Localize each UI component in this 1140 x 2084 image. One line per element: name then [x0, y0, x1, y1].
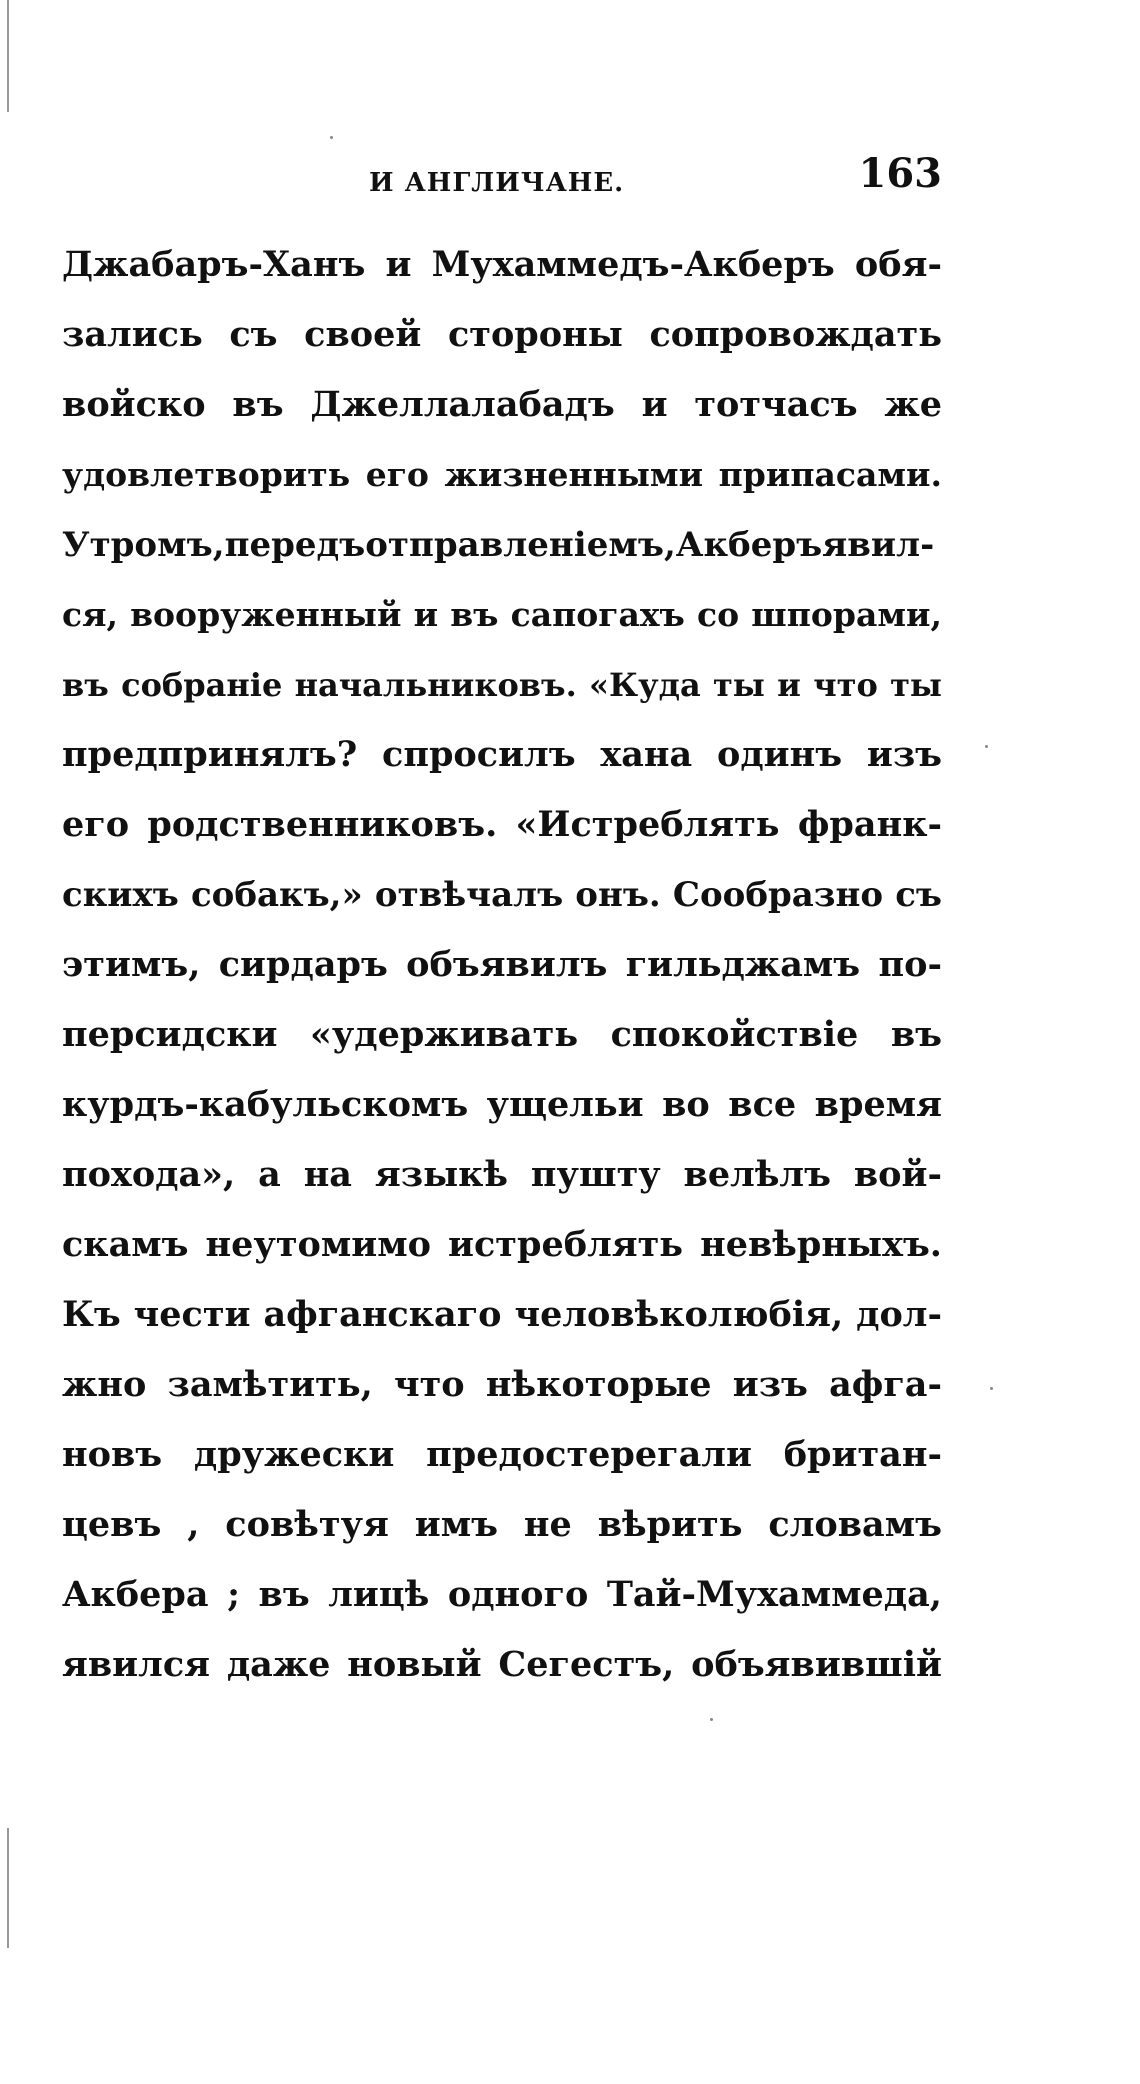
text-line: цевъ , совѣтуя имъ не вѣрить словамъ — [62, 1504, 942, 1545]
text-line: курдъ-кабульскомъ ущельи во все время — [62, 1084, 942, 1125]
page-header — [62, 150, 942, 210]
text-line: новъ дружески предостерегали британ- — [62, 1434, 942, 1475]
body-text — [62, 230, 942, 1700]
text-line: въ собраніе начальниковъ. «Куда ты и что ты — [62, 666, 942, 704]
scan-speck — [330, 136, 333, 139]
text-line: ся, вооруженный и въ сапогахъ со шпорами, — [62, 595, 942, 634]
scan-edge-line-top — [7, 0, 9, 112]
text-line: скамъ неутомимо истреблять невѣрныхъ. — [62, 1224, 942, 1265]
text-line: удовлетворить его жизненными припасами. — [62, 455, 942, 494]
text-line: явился даже новый Сегестъ, объявившій — [62, 1644, 942, 1685]
text-line: Утромъ,передъотправленіемъ,Акберъявил- — [62, 525, 935, 565]
text-line: Джабаръ-Ханъ и Мухаммедъ-Акберъ обя- — [62, 244, 942, 285]
text-line: его родственниковъ. «Истреблять франк- — [62, 804, 942, 845]
scan-speck — [710, 1718, 713, 1721]
text-line: персидски «удерживать спокойствіе въ — [62, 1014, 942, 1055]
text-line: скихъ собакъ,» отвѣчалъ онъ. Сообразно съ — [62, 875, 942, 915]
text-line: войско въ Джеллалабадъ и тотчасъ же — [62, 384, 942, 425]
text-line: зались съ своей стороны сопровождать — [62, 314, 942, 355]
text-line: предпринялъ? спросилъ хана одинъ изъ — [62, 734, 942, 775]
running-head: И АНГЛИЧАНЕ. — [369, 168, 625, 198]
text-line: жно замѣтить, что нѣкоторые изъ афга- — [62, 1364, 942, 1405]
scan-edge-line-bottom — [7, 1828, 9, 1948]
text-line: Къ чести афганскаго человѣколюбія, дол- — [62, 1294, 942, 1335]
text-line: этимъ, сирдаръ объявилъ гильджамъ по- — [62, 944, 942, 985]
scan-speck — [985, 745, 988, 748]
text-line: похода», а на языкѣ пушту велѣлъ вой- — [62, 1154, 942, 1195]
text-line: Акбера ; въ лицѣ одного Тай-Мухаммеда, — [62, 1574, 942, 1615]
page-number: 163 — [858, 150, 942, 197]
scan-speck — [990, 1387, 993, 1390]
